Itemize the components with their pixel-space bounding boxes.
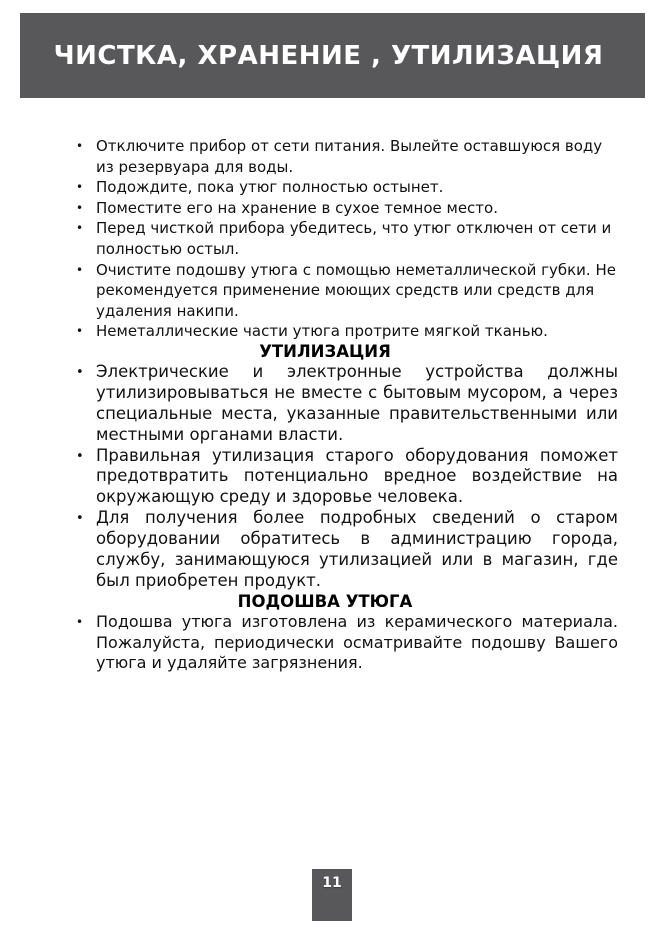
list-item — [62, 177, 618, 198]
soleplate-list — [62, 612, 618, 674]
bullet-marker: • — [76, 200, 84, 215]
list-item — [62, 508, 618, 592]
bullet-marker: • — [76, 614, 84, 629]
bullet-marker: • — [76, 511, 84, 527]
page-number: 11 — [322, 875, 342, 891]
list-item — [62, 321, 618, 342]
list-item-text: Подождите, пока утюг полностью остынет. — [96, 178, 444, 197]
list-item-text: Электрические и электронные устройства должны утилизировываться не вместе с бытовым мусором, а через специальные места, указанные правительственными или местными органами власти. — [96, 361, 618, 444]
list-item-text: Подошва утюга изготовлена из керамического материала. Пожалуйста, периодически осматривайте подошву Вашего утюга и удаляйте загрязнения. — [96, 611, 618, 673]
list-item-text: Правильная утилизация старого оборудования поможет предотвратить потенциально вредное воздействие на окружающую среду и здоровье человека. — [96, 445, 618, 507]
cleaning-storage-list — [62, 136, 618, 342]
bullet-marker: • — [76, 262, 84, 277]
section-heading-disposal: УТИЛИЗАЦИЯ — [259, 341, 391, 361]
list-item — [62, 446, 618, 509]
section-heading-soleplate: ПОДОШВА УТЮГА — [237, 591, 413, 611]
page-content — [62, 136, 618, 674]
list-item — [62, 136, 618, 177]
list-item-text: Отключите прибор от сети питания. Вылейте оставшуюся воду из резервуара для воды. — [96, 137, 603, 176]
list-item — [62, 612, 618, 674]
list-item-text: Для получения более подробных сведений о старом оборудовании обратитесь в администрацию города, службу, занимающуюся утилизацией или в магазин, где был приобретен продукт. — [96, 508, 618, 590]
header-band — [20, 13, 645, 98]
list-item — [62, 198, 618, 219]
disposal-list — [62, 362, 618, 592]
list-item — [62, 362, 618, 446]
list-item — [62, 260, 618, 322]
list-item-text: Перед чисткой прибора убедитесь, что утюг отключен от сети и полностью остыл. — [96, 219, 612, 258]
bullet-marker: • — [76, 324, 84, 339]
bullet-marker: • — [76, 180, 84, 195]
bullet-marker: • — [76, 364, 84, 380]
list-item-text: Очистите подошву утюга с помощью неметаллической губки. Не рекомендуется применение моющих средств или средств для удаления накипи. — [96, 260, 616, 320]
list-item — [62, 218, 618, 259]
bullet-marker: • — [76, 139, 84, 153]
bullet-marker: • — [76, 448, 84, 464]
page-number-badge — [312, 869, 352, 921]
page-title: ЧИСТКА, ХРАНЕНИЕ , УТИЛИЗАЦИЯ — [53, 40, 604, 71]
bullet-marker: • — [76, 221, 84, 236]
list-item-text: Поместите его на хранение в сухое темное место. — [96, 198, 498, 217]
list-item-text: Неметаллические части утюга протрите мягкой тканью. — [96, 322, 548, 341]
